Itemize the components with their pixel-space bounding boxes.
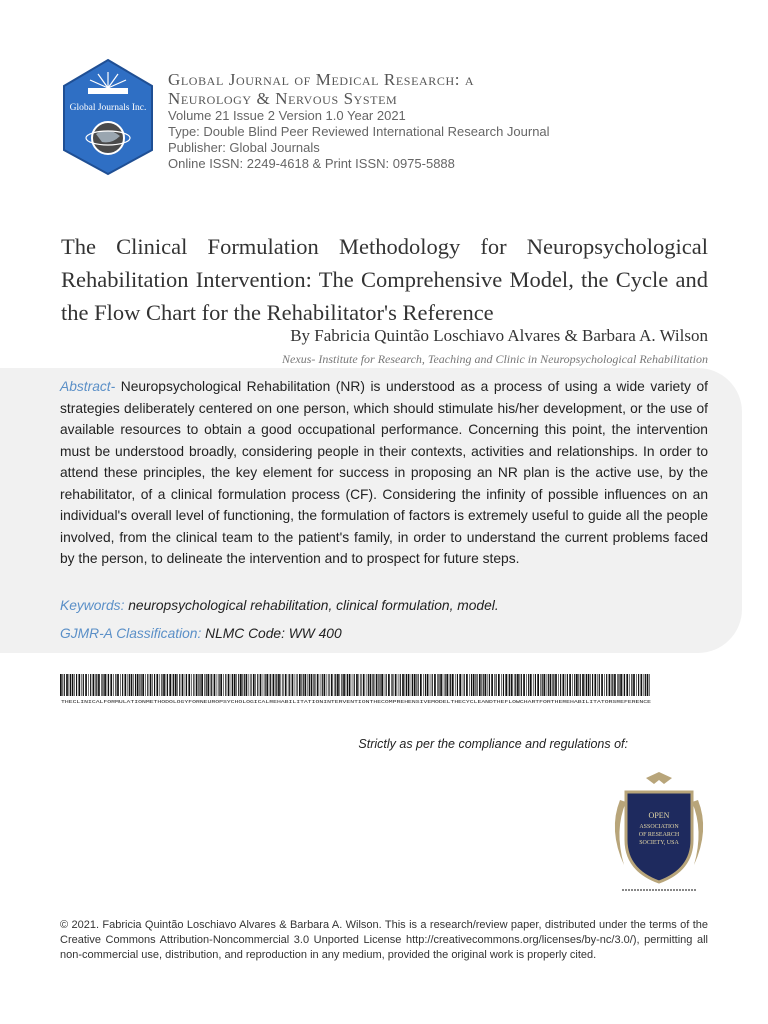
journal-header <box>168 70 728 172</box>
classification-label: GJMR-A Classification: <box>60 626 202 641</box>
journal-issn: Online ISSN: 2249-4618 & Print ISSN: 0975-5888 <box>168 156 455 171</box>
barcode <box>60 674 652 704</box>
journal-publisher: Publisher: Global Journals <box>168 140 320 155</box>
seal-line4: SOCIETY, USA <box>639 840 679 846</box>
keywords-line <box>60 598 720 613</box>
classification-line <box>60 626 720 641</box>
paper-authors: By Fabricia Quintão Loschiavo Alvares & Barbara A. Wilson <box>290 326 708 345</box>
seal-line3: OF RESEARCH <box>638 832 680 838</box>
abstract-text: Neuropsychological Rehabilitation (NR) is understood as a process of using a wide variety of strategies deliberately centered on one person, which should stimulate his/her development, or the use of available resources to obtain a good occupational performance. Concerning this point, the intervention must be understood broadly, considering people in their contexts, activities and relationships. In order to attend these principles, the key element for success in proposing an NR plan is the active use, by the rehabilitator, of a clinical formulation process (CF). Considering the infinity of possible influences on an individual's overall level of functioning, the formulation of factors is extremely useful to guide all the people involved, from the clinical team to the patient's family, in order to understand the current problems faced by the person, to delineate the intervention and to prospect for future steps. <box>60 379 708 566</box>
keywords-text: neuropsychological rehabilitation, clinical formulation, model. <box>124 598 499 613</box>
journal-type: Type: Double Blind Peer Reviewed International Research Journal <box>168 124 550 139</box>
classification-text: NLMC Code: WW 400 <box>201 626 342 641</box>
paper-affiliation: Nexus- Institute for Research, Teaching and Clinic in Neuropsychological Rehabilitation <box>282 352 708 366</box>
logo-text: Global Journals Inc. <box>69 103 147 113</box>
barcode-text: THECLINICALFORMULATIONMETHODOLOGYFORNEUROPSYCHOLOGICALREHABILITATIONINTERVENTIONTHECOMPREHENSIVEMODELTHECYCLEANDTHEFLOWCHARTFORTHEREHABILITATORSREFERENCE <box>61 701 652 704</box>
abstract-label: Abstract- <box>60 379 116 394</box>
crown-icon <box>646 772 672 784</box>
abstract-paragraph <box>60 376 708 570</box>
journal-title-line2: Neurology & Nervous System <box>168 89 398 108</box>
seal-line1: OPEN <box>648 811 670 820</box>
research-society-seal <box>604 770 714 895</box>
paper-title: The Clinical Formulation Methodology for Neuropsychological Rehabilitation Intervention: The Comprehensive Model, the Cycle and the Flow Chart for the Rehabilitator's Reference <box>61 234 708 325</box>
keywords-label: Keywords: <box>60 598 125 613</box>
journal-volume: Volume 21 Issue 2 Version 1.0 Year 2021 <box>168 108 406 123</box>
seal-line2: ASSOCIATION <box>639 824 679 830</box>
global-journals-logo <box>62 58 154 176</box>
license-text: © 2021. Fabricia Quintão Loschiavo Alvares & Barbara A. Wilson. This is a research/review paper, distributed under the terms of the Creative Commons Attribution-Noncommercial 3.0 Unported License http://creativecommons.org/licenses/by-nc/3.0/), permitting all non-commercial use, distribution, and reproduction in any medium, provided the original work is properly cited. <box>60 919 708 961</box>
journal-title-line1: Global Journal of Medical Research: a <box>168 70 475 89</box>
compliance-text: Strictly as per the compliance and regulations of: <box>358 737 628 751</box>
